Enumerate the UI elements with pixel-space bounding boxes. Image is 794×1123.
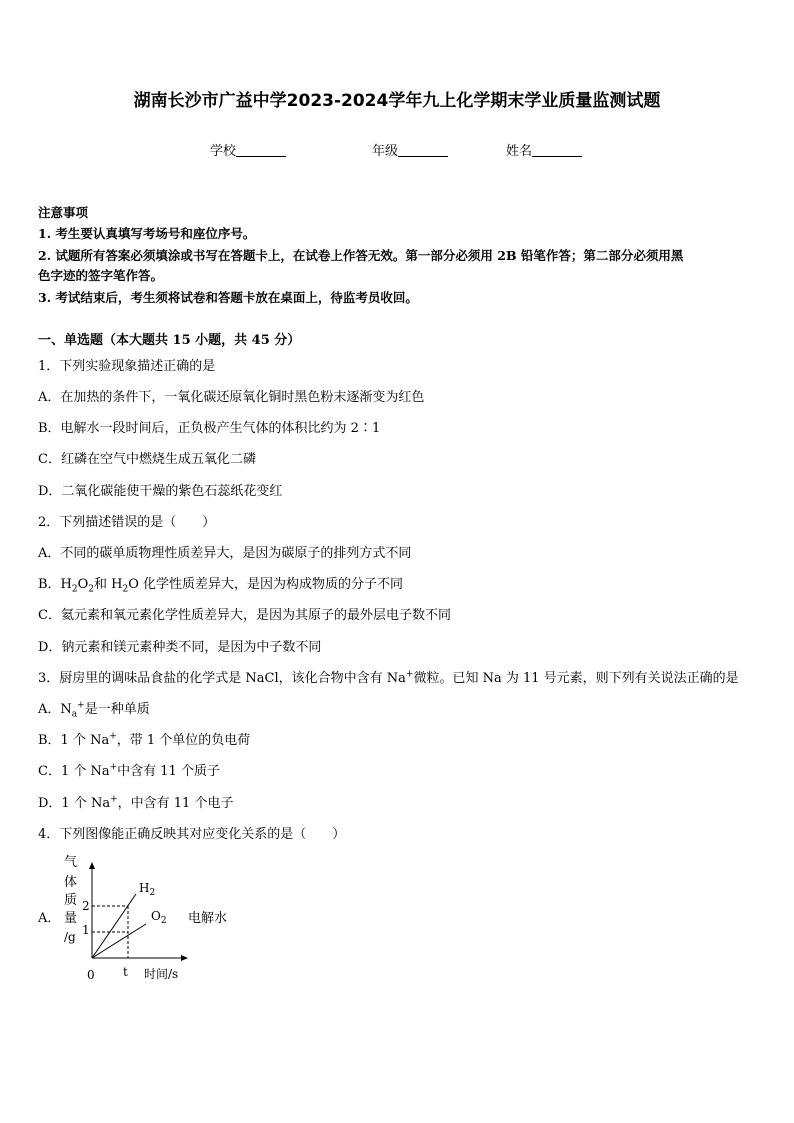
ylabel-char: 气 xyxy=(64,855,78,870)
q3-option-c[interactable] xyxy=(38,760,220,779)
school-label: 学校 xyxy=(210,144,237,159)
notes-heading: 注意事项 xyxy=(38,205,89,220)
question-3-stem xyxy=(38,667,739,686)
note-item: 1. 考生要认真填写考场号和座位序号。 xyxy=(38,226,256,241)
q3c-text: C．1 个 Na xyxy=(38,764,110,779)
x-axis-label: 时间/s xyxy=(144,967,179,981)
q4-option-a-graph[interactable] xyxy=(38,852,278,992)
note-item: 2. 试题所有答案必须填涂或书写在答题卡上，在试卷上作答无效。第一部分必须用 2B 铅笔作答；第二部分必须用黑 xyxy=(38,248,684,263)
o2-label: $O_2$ xyxy=(151,909,167,926)
question-4-stem: 4．下列图像能正确反映其对应变化关系的是（ ） xyxy=(38,827,346,842)
q3-stem-text: 3．厨房里的调味品食盐的化学式是 NaCl，该化合物中含有 Na xyxy=(38,671,406,686)
q3b-text: B．1 个 Na xyxy=(38,733,110,748)
superscript: + xyxy=(77,700,85,711)
name-label: 姓名 xyxy=(506,144,533,159)
q2b-text: O xyxy=(77,577,89,592)
q2b-text: B．H xyxy=(38,577,72,592)
q3-option-b[interactable] xyxy=(38,729,250,748)
q2-option-b[interactable] xyxy=(38,573,404,595)
q2-option-c[interactable]: C．氦元素和氧元素化学性质差异大，是因为其原子的最外层电子数不同 xyxy=(38,608,451,623)
ylabel-char: /g xyxy=(64,930,76,944)
q3-stem-text: 微粒。已知 Na 为 11 号元素，则下列有关说法正确的是 xyxy=(413,671,739,686)
q1-option-d[interactable]: D．二氧化碳能使干燥的紫色石蕊纸花变红 xyxy=(38,484,283,499)
x-tick-label: t xyxy=(123,965,128,979)
page-title: 湖南长沙市广益中学2023-2024学年九上化学期末学业质量监测试题 xyxy=(133,91,661,111)
q2-option-a[interactable]: A．不同的碳单质物理性质差异大，是因为碳原子的排列方式不同 xyxy=(38,546,412,561)
y-tick-label: 1 xyxy=(82,923,90,937)
school-blank[interactable] xyxy=(236,143,286,157)
grade-field xyxy=(372,140,448,159)
q3a-text: 是一种单质 xyxy=(84,702,150,717)
q1-option-a[interactable]: A．在加热的条件下，一氧化碳还原氧化铜时黑色粉末逐渐变为红色 xyxy=(38,390,425,405)
ylabel-char: 量 xyxy=(64,911,78,926)
subscript: 2 xyxy=(71,584,78,595)
superscript: + xyxy=(110,794,118,805)
subscript: 2 xyxy=(122,584,129,595)
o2-line xyxy=(92,924,146,958)
y-tick-label: 2 xyxy=(82,899,90,913)
ylabel-char: 体 xyxy=(64,875,78,890)
grade-label: 年级 xyxy=(372,144,399,159)
subscript: a xyxy=(71,709,78,720)
h2-line xyxy=(92,894,136,958)
q3d-text: D．1 个 Na xyxy=(38,796,111,811)
electrolysis-graph xyxy=(38,852,278,992)
ylabel-char: 质 xyxy=(64,893,78,908)
q2-option-d[interactable]: D．钠元素和镁元素种类不同，是因为中子数不同 xyxy=(38,640,322,655)
note-item: 色字迹的签字笔作答。 xyxy=(38,268,164,283)
school-field xyxy=(210,140,286,159)
q3a-text: A．N xyxy=(38,702,72,717)
superscript: + xyxy=(405,669,414,680)
superscript: + xyxy=(109,762,118,773)
q2b-text: O 化学性质差异大，是因为构成物质的分子不同 xyxy=(128,577,404,592)
section-heading: 一、单选题（本大题共 15 小题，共 45 分） xyxy=(38,333,301,348)
name-field xyxy=(506,140,582,159)
q1-option-c[interactable]: C．红磷在空气中燃烧生成五氧化二磷 xyxy=(38,452,256,467)
name-blank[interactable] xyxy=(532,143,582,157)
subscript: 2 xyxy=(88,584,95,595)
q3c-text: 中含有 11 个质子 xyxy=(117,764,220,779)
grade-blank[interactable] xyxy=(398,143,448,157)
y-axis-arrow xyxy=(89,862,95,869)
question-1-stem: 1．下列实验现象描述正确的是 xyxy=(38,359,216,374)
option-a-label: A． xyxy=(38,911,61,926)
q2b-text: 和 H xyxy=(94,577,123,592)
h2-label: $H_2$ xyxy=(139,881,156,898)
q1-option-b[interactable]: B．电解水一段时间后，正负极产生气体的体积比约为 2∶1 xyxy=(38,421,381,436)
q3b-text: ，带 1 个单位的负电荷 xyxy=(116,733,251,748)
graph-caption: 电解水 xyxy=(188,911,228,926)
q3-option-d[interactable] xyxy=(38,792,233,811)
x-axis-arrow xyxy=(181,955,188,961)
q3d-text: ，中含有 11 个电子 xyxy=(117,796,234,811)
q3-option-a[interactable] xyxy=(38,698,150,720)
origin-label: 0 xyxy=(87,968,95,982)
superscript: + xyxy=(109,731,117,742)
question-2-stem: 2．下列描述错误的是（ ） xyxy=(38,515,216,530)
note-item: 3. 考试结束后，考生须将试卷和答题卡放在桌面上，待监考员收回。 xyxy=(38,290,418,305)
